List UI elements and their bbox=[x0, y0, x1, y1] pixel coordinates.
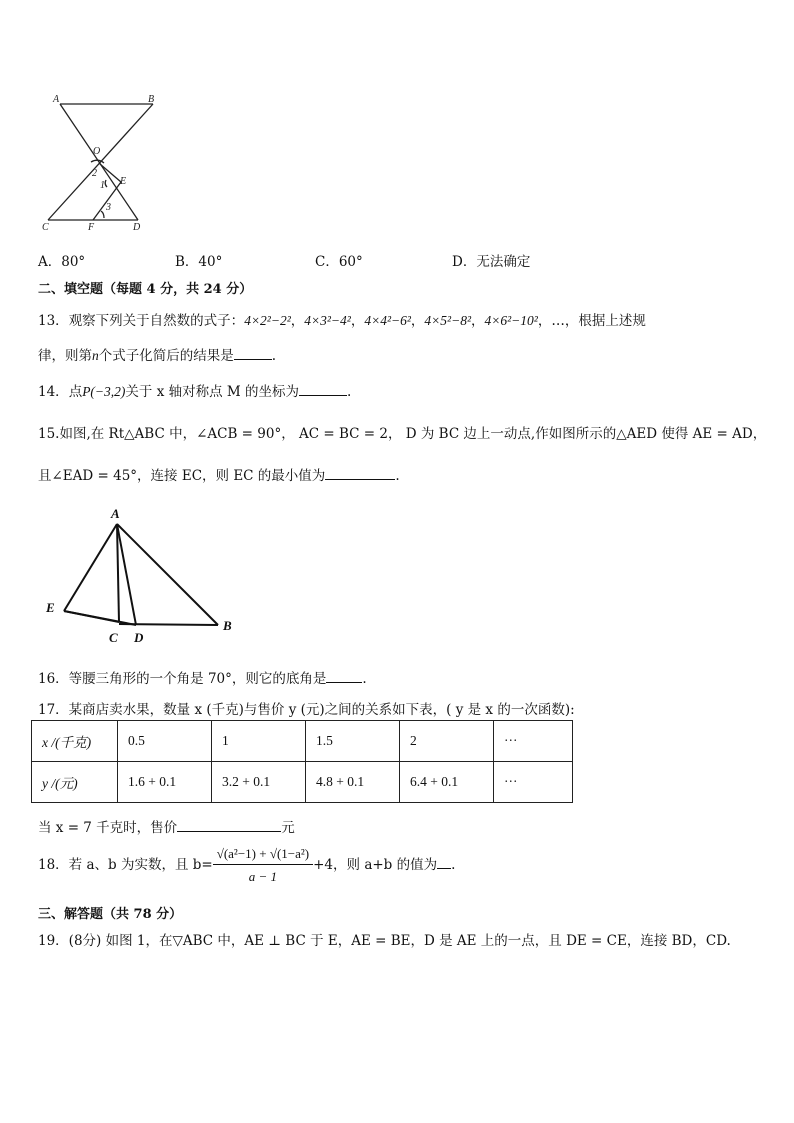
q16 bbox=[38, 667, 367, 687]
table-row bbox=[32, 721, 573, 762]
q17-answer-blank bbox=[177, 817, 281, 832]
q15-answer-blank bbox=[325, 465, 395, 480]
fig1-label-1: 1 bbox=[100, 180, 105, 191]
table-cell: 6.4 + 0.1 bbox=[400, 762, 494, 803]
fig2-label-c: C bbox=[109, 630, 118, 645]
q13-expr-5: 4×6²−10² bbox=[484, 313, 538, 328]
q18-fraction bbox=[213, 846, 313, 885]
section-3-title: 三、解答题（共 78 分） bbox=[38, 907, 183, 922]
q16-answer-blank bbox=[326, 668, 362, 683]
q18-end: . bbox=[451, 857, 456, 873]
table-cell: 3.2 + 0.1 bbox=[212, 762, 306, 803]
figure-triangle-aed bbox=[38, 500, 248, 648]
q13-line1: 13．观察下列关于自然数的式子：4×2²−2²，4×3²−4²，4×4²−6²，4×5²−8²，4×6²−10²，…，根据上述规 bbox=[38, 313, 646, 329]
table-cell: 1.5 bbox=[306, 721, 400, 762]
q15-line2-a: 且∠EAD = 45°，连接 EC，则 EC 的最小值为 bbox=[38, 468, 326, 484]
q13-prefix: 观察下列关于自然数的式子： bbox=[68, 313, 245, 329]
q12-option-d bbox=[452, 250, 530, 270]
q17-text: 17．某商店卖水果，数量 x (千克)与售价 y (元)之间的关系如下表，( y 是 x 的一次函数): bbox=[38, 702, 575, 718]
q13-number: 13． bbox=[38, 313, 69, 329]
q13-answer-blank bbox=[234, 345, 272, 360]
q15-line1: 15.如图,在 Rt△ABC 中，∠ACB = 90°， AC = BC = 2， D 为 BC 边上一动点,作如图所示的△AED 使得 AE = AD， bbox=[38, 426, 767, 442]
table-cell: ··· bbox=[494, 762, 573, 803]
q16-end: . bbox=[362, 671, 367, 687]
q13-expr-1: 4×2²−2² bbox=[244, 313, 291, 328]
q12-option-a bbox=[38, 250, 85, 270]
q13-n: n bbox=[92, 348, 99, 363]
fig2-label-b: B bbox=[223, 618, 232, 633]
q15-end: . bbox=[395, 468, 400, 484]
table-cell: y /(元) bbox=[32, 762, 118, 803]
fig2-label-d: D bbox=[134, 630, 144, 645]
fig1-label-f: F bbox=[88, 222, 95, 232]
q18-numerator: √(a²−1) + √(1−a²) bbox=[213, 846, 313, 865]
q12-option-a-text: 80° bbox=[61, 254, 86, 270]
q18 bbox=[38, 846, 455, 885]
q12-option-d-letter: D． bbox=[452, 254, 477, 270]
q13-end: . bbox=[271, 348, 277, 364]
fig1-label-2: 2 bbox=[92, 168, 97, 179]
q17-table bbox=[31, 720, 573, 803]
q18-answer-blank bbox=[437, 854, 451, 869]
q18-a: 18．若 a、b 为实数，且 b= bbox=[38, 857, 213, 873]
table-cell: 1 bbox=[212, 721, 306, 762]
q14-a: 点 bbox=[68, 384, 83, 400]
fig2-label-a: A bbox=[111, 506, 120, 521]
fig1-label-d: D bbox=[133, 222, 141, 232]
fig1-label-o: O bbox=[93, 146, 101, 157]
q13-expr-2: 4×3²−4² bbox=[304, 313, 351, 328]
q12-option-d-text: 无法确定 bbox=[476, 254, 531, 270]
fig1-label-a: A bbox=[53, 94, 60, 105]
fig2-label-e: E bbox=[46, 600, 55, 615]
table-cell: ··· bbox=[494, 721, 573, 762]
q14-number: 14． bbox=[38, 384, 69, 400]
q13-line2-b: 个式子化简后的结果是 bbox=[98, 348, 234, 364]
q14-answer-blank bbox=[299, 381, 347, 396]
fig1-label-c: C bbox=[42, 222, 49, 232]
q17-after-b: 元 bbox=[281, 820, 295, 836]
fig1-label-e: E bbox=[120, 176, 127, 187]
table-cell: 0.5 bbox=[118, 721, 212, 762]
q14 bbox=[38, 380, 351, 400]
q12-option-b bbox=[175, 250, 222, 270]
section-2-title: 二、填空题（每题 4 分，共 24 分） bbox=[38, 282, 253, 297]
q16-text: 16．等腰三角形的一个角是 70°，则它的底角是 bbox=[38, 671, 327, 687]
q13-expr-3: 4×4²−6² bbox=[364, 313, 411, 328]
q12-option-c-text: 60° bbox=[338, 254, 363, 270]
q12-option-b-letter: B． bbox=[175, 254, 199, 270]
q18-denominator: a − 1 bbox=[248, 869, 278, 884]
q15-line2 bbox=[38, 464, 400, 484]
q12-option-c bbox=[315, 250, 363, 270]
q14-point: P(−3,2) bbox=[82, 384, 126, 399]
q12-option-a-letter: A． bbox=[38, 254, 62, 270]
q14-end: . bbox=[347, 384, 352, 400]
table-row bbox=[32, 762, 573, 803]
q13-expr-4: 4×5²−8² bbox=[424, 313, 471, 328]
q17-after-a: 当 x = 7 千克时，售价 bbox=[38, 820, 178, 836]
figure-hourglass-triangles bbox=[38, 92, 168, 232]
table-cell: x /(千克) bbox=[32, 721, 118, 762]
q12-option-c-letter: C． bbox=[315, 254, 339, 270]
q17-after bbox=[38, 816, 295, 836]
q13-suffix: ，…，根据上述规 bbox=[537, 313, 646, 329]
table-cell: 4.8 + 0.1 bbox=[306, 762, 400, 803]
q14-b: 关于 x 轴对称点 M 的坐标为 bbox=[125, 384, 300, 400]
table-cell: 1.6 + 0.1 bbox=[118, 762, 212, 803]
q13-line2 bbox=[38, 344, 276, 364]
q18-b: +4，则 a+b 的值为 bbox=[313, 857, 438, 873]
fig1-label-3: 3 bbox=[106, 202, 111, 213]
q19-text: 19．(8分) 如图 1，在▽ABC 中，AE ⊥ BC 于 E，AE = BE，D 是 AE 上的一点，且 DE = CE，连接 BD，CD. bbox=[38, 933, 731, 949]
q12-option-b-text: 40° bbox=[198, 254, 223, 270]
table-cell: 2 bbox=[400, 721, 494, 762]
q13-line2-a: 律，则第 bbox=[38, 348, 92, 364]
fig1-label-b: B bbox=[148, 94, 155, 105]
